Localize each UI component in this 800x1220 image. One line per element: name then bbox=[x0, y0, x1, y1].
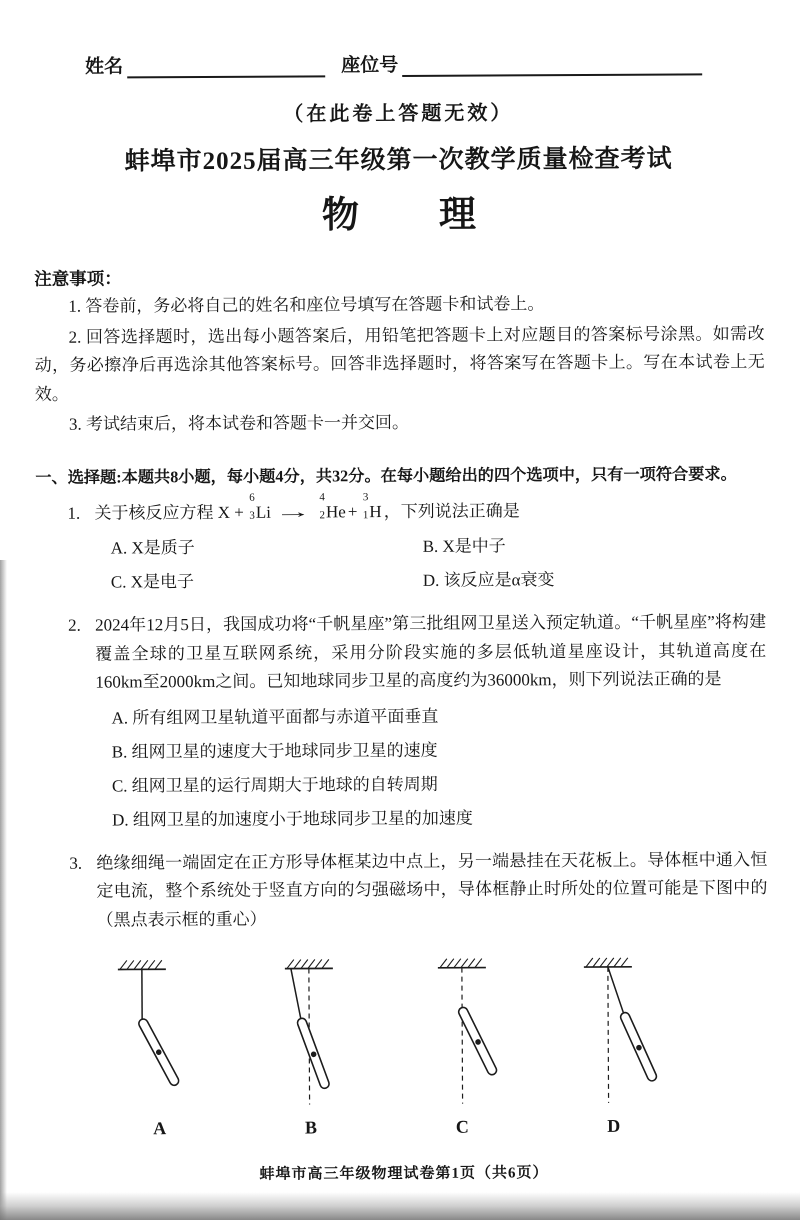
q2-option-c: C. 组网卫星的运行周期大于地球的自转周期 bbox=[111, 774, 438, 796]
hydrogen-symbol: H bbox=[369, 501, 382, 521]
q1-plus-sign: + bbox=[347, 501, 358, 522]
question-2 bbox=[68, 608, 767, 837]
question-3-number: 3. bbox=[69, 853, 83, 873]
figure-b-label: B bbox=[304, 1117, 318, 1138]
notice-item-1: 1. 答卷前，务必将自己的姓名和座位号填写在答题卡和试卷上。 bbox=[68, 294, 545, 316]
ceiling-hatch bbox=[287, 959, 329, 968]
section-1-heading: 一、选择题:本题共8小题，每小题4分，共32分。在每小题给出的四个选项中，只有一项符合要求。 bbox=[35, 464, 737, 487]
figure-c-diagram bbox=[396, 953, 527, 1110]
question-3 bbox=[69, 846, 767, 935]
ceiling-hatch bbox=[586, 957, 628, 966]
scan-edge-artifact-bottom bbox=[0, 1192, 800, 1220]
lithium-symbol: Li bbox=[255, 502, 272, 522]
q1-option-a: A. X是质子 bbox=[110, 538, 195, 558]
figure-option-d bbox=[548, 952, 679, 1137]
nuclide-lithium: 6 3 Li bbox=[249, 491, 272, 522]
subject-char-1: 物 bbox=[321, 195, 360, 237]
figure-option-a bbox=[94, 954, 225, 1139]
string-line bbox=[291, 968, 301, 1020]
ceiling-hatch bbox=[120, 960, 162, 969]
vertical-dashed-line bbox=[608, 966, 609, 1102]
figure-option-c bbox=[396, 953, 527, 1138]
question-1-options bbox=[111, 528, 766, 599]
figure-b-diagram bbox=[245, 954, 376, 1111]
q2-body-text: 2024年12月5日，我国成功将“千帆星座”第三批组网卫星送入预定轨道。“千帆星座”将构建覆盖全球的卫星互联网系统，采用分阶段实施的多层低轨道星座设计，其轨道高度在160km至2000km之间。已知地球同步卫星的高度约为36000km，则下列说法正确的是 bbox=[95, 612, 767, 692]
question-1 bbox=[67, 490, 766, 600]
q2-option-b: B. 组网卫星的速度大于地球同步卫星的速度 bbox=[111, 740, 438, 762]
q1-option-c: C. X是电子 bbox=[110, 572, 195, 592]
ceiling-hatch bbox=[439, 958, 481, 967]
notice-title: 注意事项： bbox=[34, 268, 122, 289]
q1-option-d: D. 该反应是α衰变 bbox=[422, 570, 555, 591]
conductor-frame-group bbox=[137, 1017, 180, 1086]
notice-item-2: 2. 回答选择题时，选出每小题答案后，用铅笔把答题卡上对应题目的答案标号涂黑。如需改动，务必擦净后再选涂其他答案标号。回答非选择题时，将答案写在答题卡上。写在本试卷上无效。 bbox=[34, 323, 765, 404]
question-1-number: 1. bbox=[67, 503, 81, 523]
nuclide-hydrogen: 3 1 H bbox=[362, 490, 382, 521]
conductor-frame-group bbox=[619, 1011, 658, 1082]
question-1-text bbox=[94, 490, 766, 600]
seat-label: 座位号 bbox=[341, 55, 399, 77]
figure-d-diagram bbox=[548, 952, 679, 1109]
exam-title: 蚌埠市2025届高三年级第一次教学质量检查考试 bbox=[124, 145, 673, 176]
reaction-arrow: → bbox=[274, 502, 313, 522]
figure-option-b bbox=[245, 954, 376, 1139]
q3-body-text: 绝缘细绳一端固定在正方形导体框某边中点上，另一端悬挂在天花板上。导体框中通入恒定电流，整个系统处于竖直方向的匀强磁场中，导体框静止时所处的位置可能是下图中的（黑点表示框的重心） bbox=[96, 850, 768, 930]
figure-c-label: C bbox=[455, 1116, 469, 1137]
q1-option-b: B. X是中子 bbox=[422, 536, 506, 557]
helium-symbol: He bbox=[325, 502, 346, 522]
q1-text-after: ，下列说法正确是 bbox=[383, 501, 520, 521]
question-2-options bbox=[111, 698, 767, 837]
name-blank-line bbox=[127, 55, 325, 78]
figure-a-diagram bbox=[94, 954, 225, 1111]
notice-item-3: 3. 考试结束后，将本试卷和答题卡一并交回。 bbox=[68, 413, 410, 434]
q2-option-d: D. 组网卫星的加速度小于地球同步卫星的加速度 bbox=[112, 808, 473, 830]
figure-d-label: D bbox=[607, 1115, 621, 1136]
subject-title bbox=[34, 182, 764, 240]
nuclide-helium: 4 2 He bbox=[319, 491, 346, 522]
question-2-text bbox=[95, 608, 767, 837]
scan-edge-artifact-left bbox=[0, 560, 7, 1220]
subject-char-2: 理 bbox=[438, 194, 477, 236]
conductor-frame-group bbox=[457, 1005, 498, 1075]
invalid-answer-notice: （在此卷上答题无效） bbox=[283, 102, 514, 126]
figure-a-label: A bbox=[153, 1117, 167, 1138]
conductor-frame-group bbox=[297, 1017, 331, 1090]
name-label: 姓名 bbox=[85, 56, 124, 78]
question-2-number: 2. bbox=[68, 615, 81, 636]
vertical-dashed-line bbox=[462, 967, 463, 1103]
q1-text-before: 关于核反应方程 X + bbox=[94, 502, 244, 523]
seat-blank-line bbox=[402, 53, 702, 77]
string-line bbox=[608, 966, 624, 1014]
q2-option-a: A. 所有组网卫星轨道平面都与赤道平面垂直 bbox=[111, 706, 439, 728]
name-seat-header bbox=[33, 48, 763, 79]
question-3-figures bbox=[38, 932, 769, 1140]
question-3-text bbox=[96, 846, 767, 935]
page-footer: 蚌埠市高三年级物理试卷第1页（共6页） bbox=[259, 1164, 549, 1183]
